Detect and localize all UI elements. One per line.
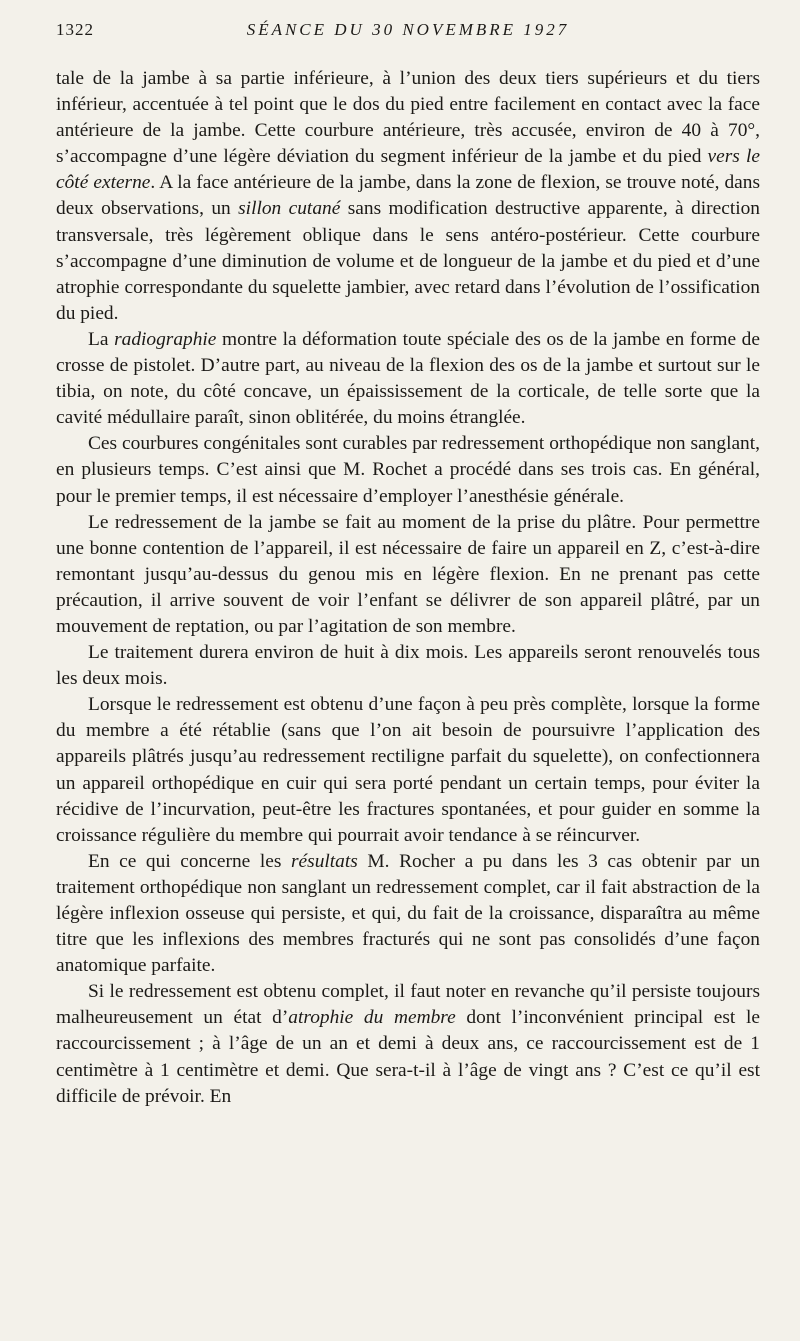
paragraph [56, 510, 760, 640]
text-run: montre la déformation toute spéciale des os de la jambe en forme de crosse de pistolet. D’autre part, au niveau de la flexion des os de la jambe et surtout sur le tibia, on note, du côté concave, un épaississement de la corticale, de telle sorte que la cavité médullaire paraît, sinon oblitérée, du moins étranglée. [56, 328, 760, 429]
page-number: 1322 [56, 20, 94, 39]
paragraph [56, 979, 760, 1109]
italic-phrase: atrophie du membre [288, 1007, 456, 1029]
text-run: . A la face antérieure de la jambe, dans la zone de flexion, se trouve noté, dans deux observations, un [56, 172, 761, 220]
text-run: En ce qui concerne les [88, 850, 291, 872]
running-head [56, 20, 760, 52]
text-run: Le traitement durera environ de huit à dix mois. Les appareils seront renouvelés tous les deux mois. [56, 642, 760, 690]
paragraph [56, 327, 760, 431]
text-run: Lorsque le redressement est obtenu d’une façon à peu près complète, lorsque la forme du membre a été rétablie (sans que l’on ait besoin de poursuivre l’application des appareils plâtrés jusqu’au redressement rectiligne parfait du squelette), on confectionnera un appareil orthopédique en cuir qui sera porté pendant un certain temps, pour éviter la récidive de l’incurvation, peut-être les fractures spontanées, et pour guider en somme la croissance régulière du membre qui pourrait avoir tendance à se réincurver. [56, 694, 760, 846]
italic-phrase: résultats [291, 850, 358, 872]
text-run: sans modification destructive apparente, à direction transversale, très légèrement oblique dans le sens antéro-postérieur. Cette courbure s’accompagne d’une diminution de volume et de longueur de la jambe et du pied et d’une atrophie correspondante du squelette jambier, avec retard dans l’évolution de l’ossification du pied. [56, 198, 760, 324]
text-run: Ces courbures congénitales sont curables par redressement orthopédique non sanglant, en plusieurs temps. C’est ainsi que M. Rochet a procédé dans ses trois cas. En général, pour le premier temps, il est nécessaire d’employer l’anesthésie générale. [56, 433, 760, 507]
text-run: M. Rocher a pu dans les 3 cas obtenir par un traitement orthopédique non sanglant un redressement complet, car il fait abstraction de la légère inflexion osseuse qui persiste, et qui, du fait de la croissance, disparaîtra au même titre que les inflexions des membres fracturés qui ne sont pas consolidés d’une façon anatomique parfaite. [56, 850, 760, 977]
text-run: Le redressement de la jambe se fait au moment de la prise du plâtre. Pour permettre une bonne contention de l’appareil, il est nécessaire de faire un appareil en Z, c’est-à-dire remontant jusqu’au-dessus du genou mis en légère flexion. En ne prenant pas cette précaution, il arrive souvent de voir l’enfant se délivrer de son appareil plâtré, par un mouvement de reptation, ou par l’agitation de son membre. [56, 511, 760, 637]
italic-phrase: vers le côté externe [56, 146, 760, 194]
paragraph [56, 66, 760, 327]
italic-phrase: radiographie [114, 328, 217, 350]
body-text [56, 66, 760, 1110]
paragraph [56, 692, 760, 849]
text-run: tale de la jambe à sa partie inférieure, à l’union des deux tiers supérieurs et du tiers inférieur, accentuée à tel point que le dos du pied entre facilement en contact avec la face antérieure de la jambe. Cette courbure antérieure, très accusée, environ de 40 à 70°, s’accompagne d’une légère déviation du segment inférieur de la jambe et du pied [56, 68, 760, 168]
running-title: SÉANCE DU 30 NOVEMBRE 1927 [246, 20, 570, 39]
paragraph [56, 640, 760, 692]
text-run: Si le redressement est obtenu complet, il faut noter en revanche qu’il persiste toujours malheureusement un état d’ [56, 981, 760, 1029]
text-run: dont l’inconvénient principal est le raccourcissement ; à l’âge de un an et demi à deux ans, ce raccourcissement est de 1 centimètre à 1 centimètre et demi. Que sera-t-il à l’âge de vingt ans ? C’est ce qu’il est difficile de prévoir. En [56, 1007, 760, 1107]
paragraph [56, 849, 760, 979]
italic-phrase: sillon cutané [238, 198, 341, 220]
text-run: La [88, 328, 115, 350]
paragraph [56, 431, 760, 509]
